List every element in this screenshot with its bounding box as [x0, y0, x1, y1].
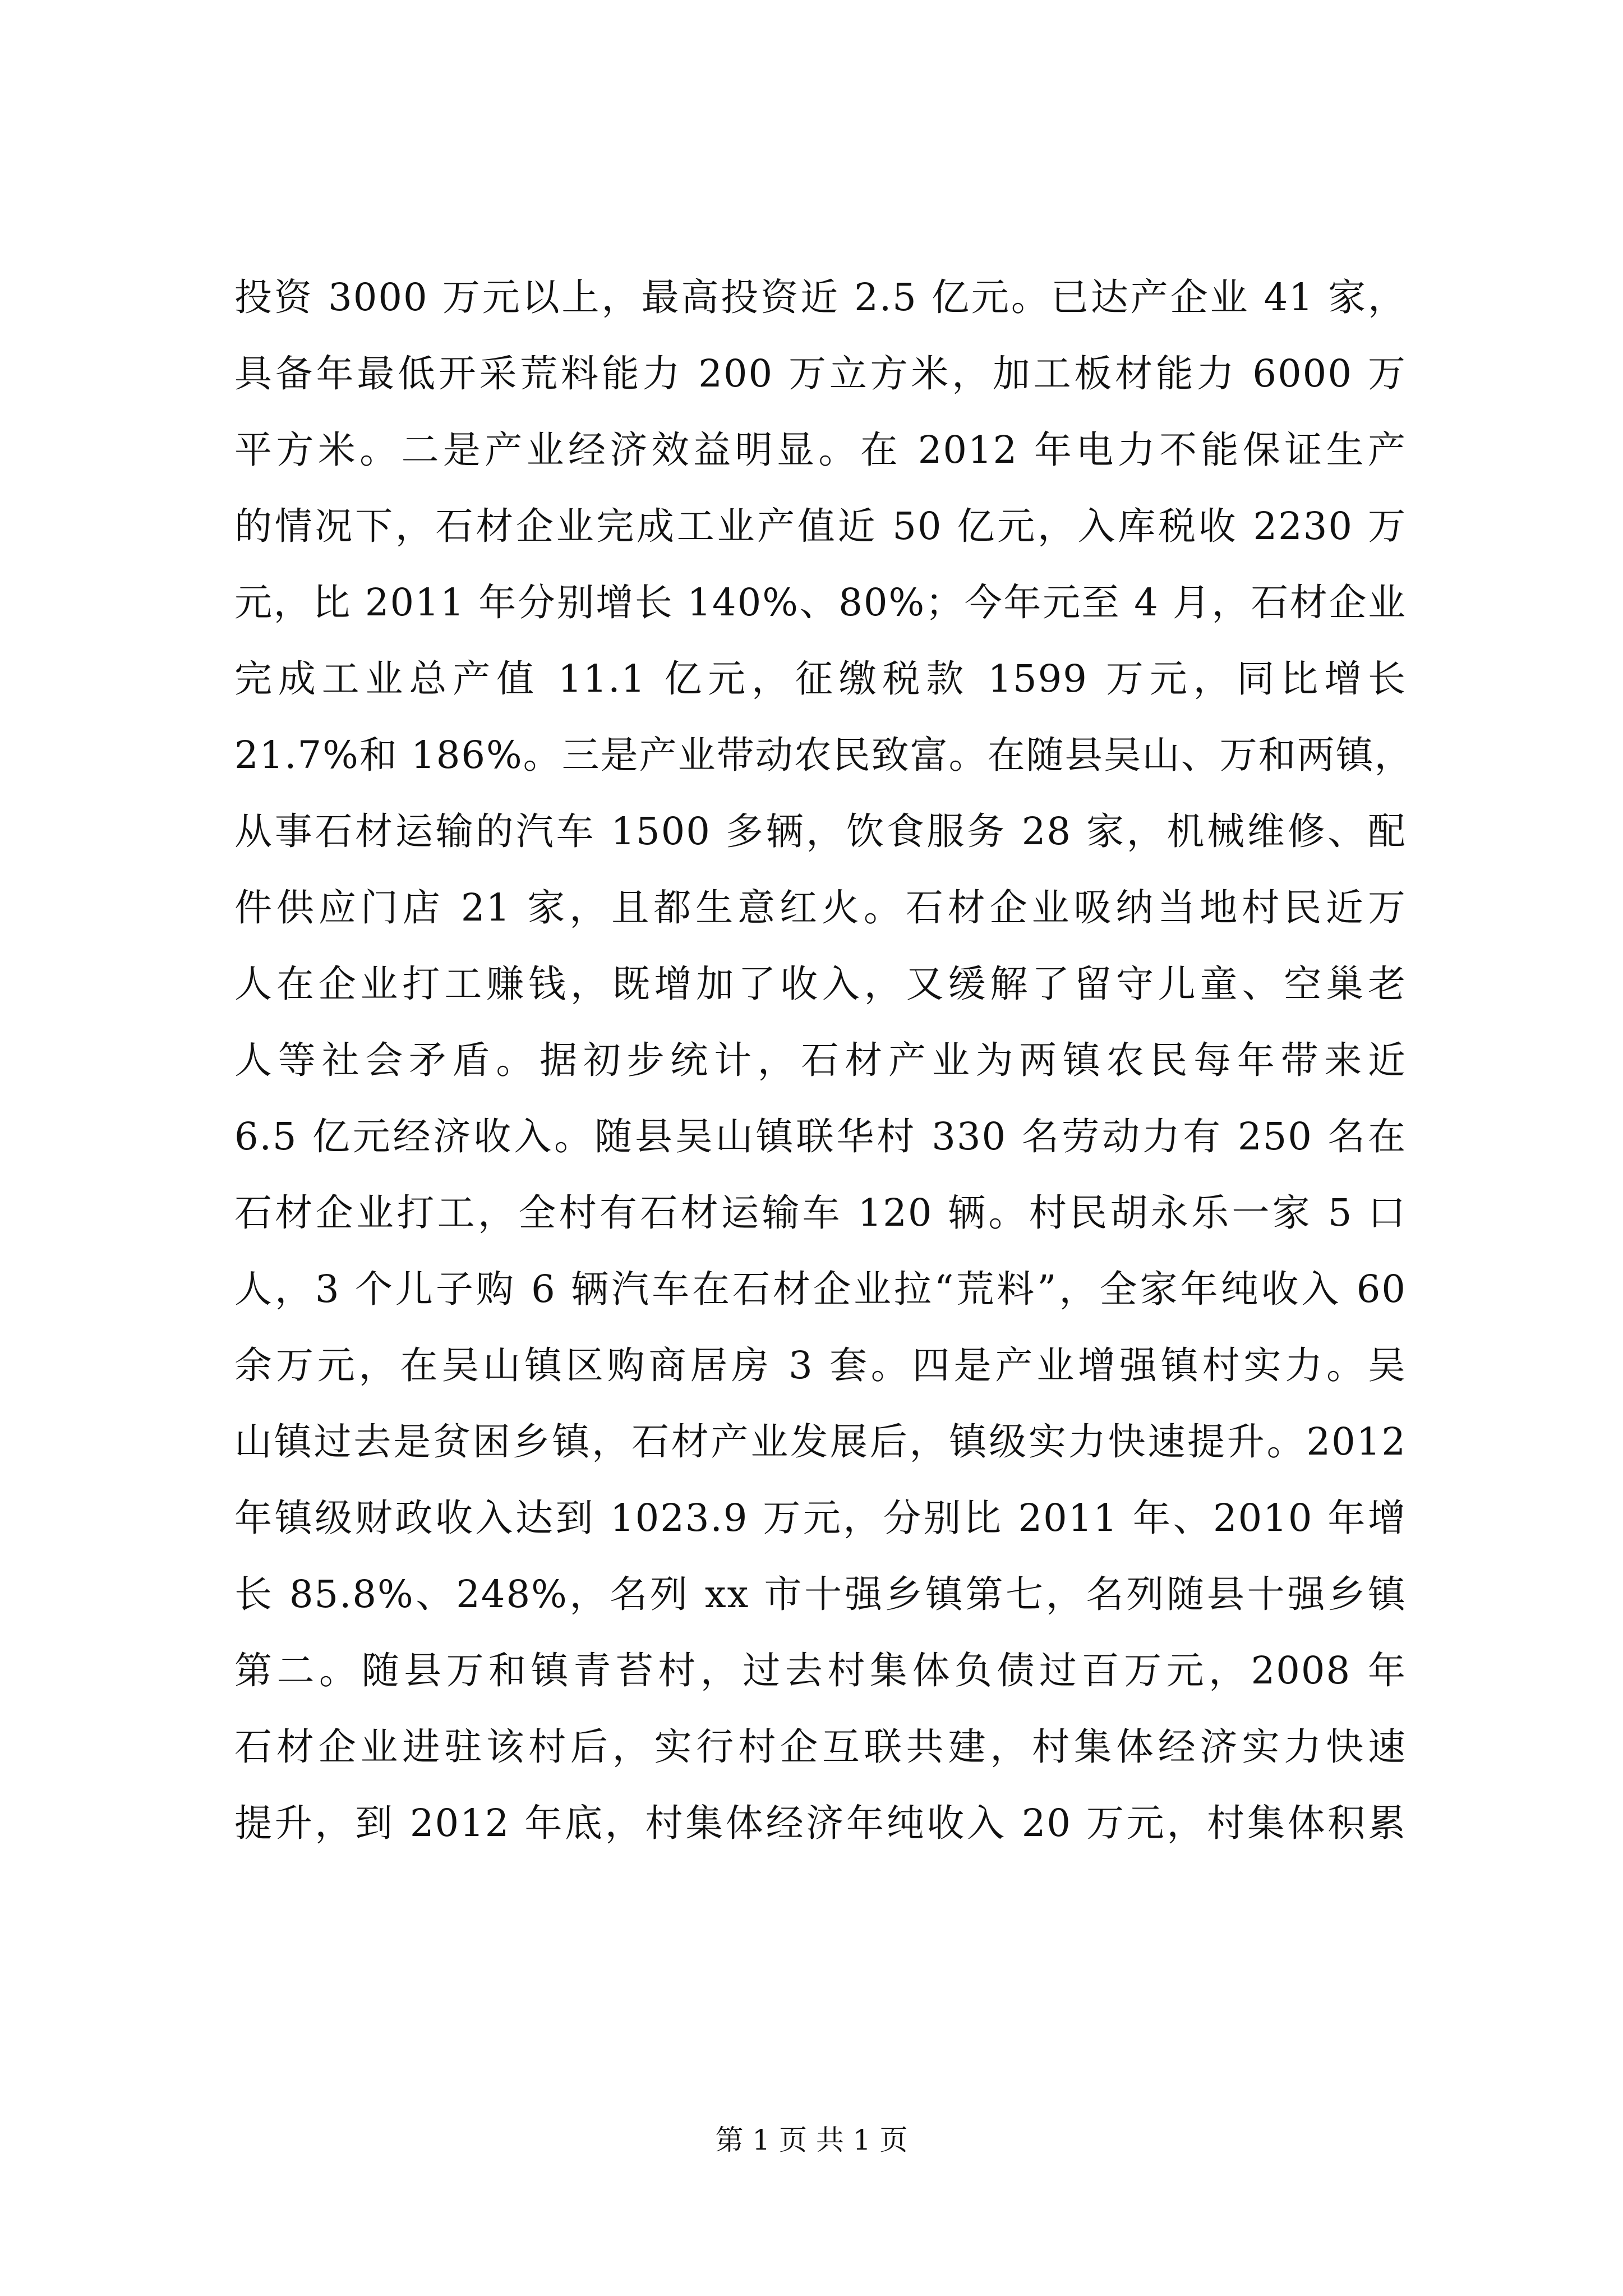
text-line: 人等社会矛盾。据初步统计，石材产业为两镇农民每年带来近 [234, 1038, 1407, 1082]
text-line: 余万元，在吴山镇区购商居房 3 套。四是产业增强镇村实力。吴 [234, 1343, 1407, 1387]
text-line: 提升，到 2012 年底，村集体经济年纯收入 20 万元，村集体积累 [234, 1801, 1407, 1845]
text-line: 具备年最低开采荒料能力 200 万立方米，加工板材能力 6000 万 [234, 352, 1407, 395]
text-line: 件供应门店 21 家，且都生意红火。石材企业吸纳当地村民近万 [234, 886, 1407, 930]
page-footer: 第 1 页 共 1 页 [715, 2124, 908, 2156]
text-line: 6.5 亿元经济收入。随县吴山镇联华村 330 名劳动力有 250 名在 [234, 1115, 1407, 1158]
text-line: 完成工业总产值 11.1 亿元，征缴税款 1599 万元，同比增长 [234, 657, 1407, 701]
text-line: 从事石材运输的汽车 1500 多辆，饮食服务 28 家，机械维修、配 [234, 809, 1407, 853]
text-line: 石材企业进驻该村后，实行村企互联共建，村集体经济实力快速 [234, 1725, 1407, 1769]
text-line: 的情况下，石材企业完成工业产值近 50 亿元，入库税收 2230 万 [234, 504, 1407, 548]
text-line: 石材企业打工，全村有石材运输车 120 辆。村民胡永乐一家 5 口 [234, 1191, 1407, 1235]
text-line: 21.7%和 186%。三是产业带动农民致富。在随县吴山、万和两镇， [234, 733, 1413, 777]
text-line: 投资 3000 万元以上，最高投资近 2.5 亿元。已达产企业 41 家， [234, 275, 1407, 319]
text-line: 山镇过去是贫困乡镇，石材产业发展后，镇级实力快速提升。2012 [234, 1420, 1407, 1464]
text-line: 年镇级财政收入达到 1023.9 万元，分别比 2011 年、2010 年增 [234, 1496, 1407, 1540]
text-line: 人，3 个儿子购 6 辆汽车在石材企业拉“荒料”，全家年纯收入 60 [234, 1267, 1407, 1311]
text-line: 元，比 2011 年分别增长 140%、80%；今年元至 4 月，石材企业 [234, 581, 1407, 624]
text-line: 平方米。二是产业经济效益明显。在 2012 年电力不能保证生产 [234, 428, 1407, 472]
text-line: 第二。随县万和镇青苔村，过去村集体负债过百万元，2008 年 [234, 1649, 1407, 1692]
text-line: 长 85.8%、248%，名列 xx 市十强乡镇第七，名列随县十强乡镇 [234, 1572, 1407, 1616]
text-line: 人在企业打工赚钱，既增加了收入，又缓解了留守儿童、空巢老 [234, 962, 1407, 1006]
